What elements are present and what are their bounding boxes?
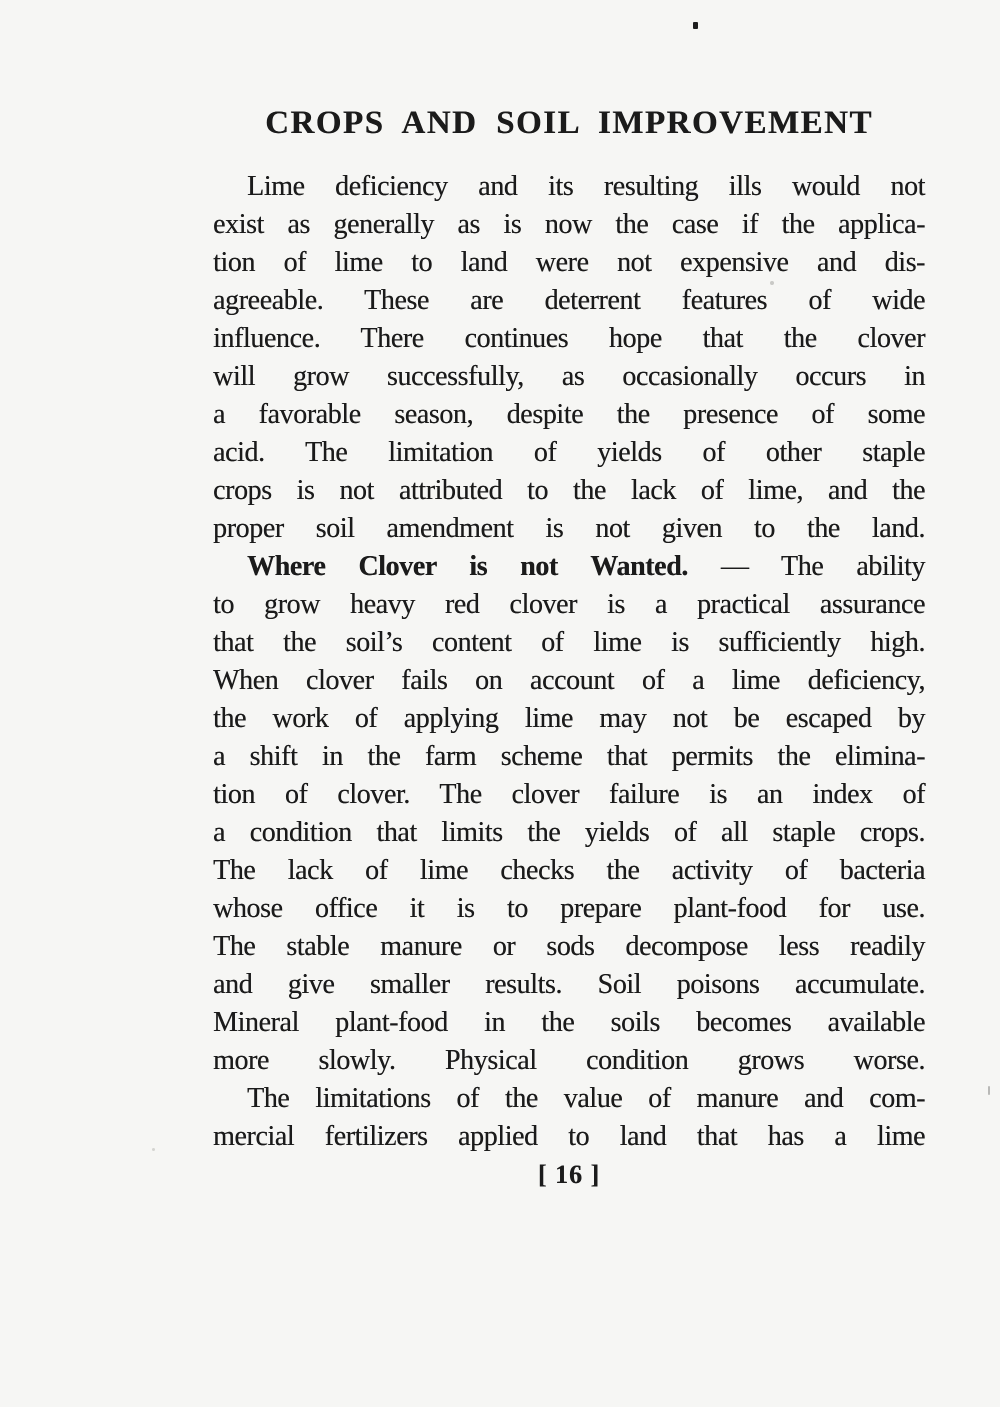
text-line — [213, 510, 925, 548]
text-run: The limitations of the value of manure and com- — [247, 1083, 925, 1114]
text-run: The lack of lime checks the activity of bacteria — [213, 855, 925, 886]
text-line — [213, 814, 925, 852]
text-line — [213, 890, 925, 928]
text-run: more slowly. Physical condition grows worse. — [213, 1045, 925, 1076]
text-run: influence. There continues hope that the clover — [213, 323, 925, 354]
text-run: a shift in the farm scheme that permits the elimina- — [213, 741, 925, 772]
text-line — [213, 776, 925, 814]
text-line — [213, 1118, 925, 1156]
text-line — [213, 244, 925, 282]
text-run: The stable manure or sods decompose less readily — [213, 931, 925, 962]
text-line — [213, 966, 925, 1004]
ink-speck — [693, 22, 698, 29]
text-run: Lime deficiency and its resulting ills would not — [247, 171, 925, 202]
text-run: agreeable. These are deterrent features of wide — [213, 285, 925, 316]
ink-speck — [152, 1148, 155, 1151]
text-line — [213, 434, 925, 472]
text-run: the work of applying lime may not be escaped by — [213, 703, 925, 734]
text-run: a condition that limits the yields of all staple crops. — [213, 817, 925, 848]
ink-speck — [770, 281, 774, 285]
text-line — [213, 624, 925, 662]
section-lead-bold: Where Clover is not Wanted. — [247, 551, 688, 582]
text-line — [213, 358, 925, 396]
text-run: When clover fails on account of a lime deficiency, — [213, 665, 925, 696]
text-line — [213, 548, 925, 586]
text-line — [213, 282, 925, 320]
text-run: a favorable season, despite the presence of some — [213, 399, 925, 430]
text-line — [213, 662, 925, 700]
text-run: — The ability — [687, 551, 925, 582]
text-line — [213, 928, 925, 966]
text-line — [213, 738, 925, 776]
page-title: CROPS AND SOIL IMPROVEMENT — [265, 105, 873, 141]
text-run: whose office it is to prepare plant-food for use. — [213, 893, 925, 924]
text-line — [213, 852, 925, 890]
text-run: to grow heavy red clover is a practical assurance — [213, 589, 925, 620]
text-line — [213, 396, 925, 434]
text-line — [213, 586, 925, 624]
text-line — [213, 320, 925, 358]
text-line — [213, 1080, 925, 1118]
text-run: acid. The limitation of yields of other staple — [213, 437, 925, 468]
text-line — [213, 700, 925, 738]
text-run: and give smaller results. Soil poisons accumulate. — [213, 969, 925, 1000]
text-run: proper soil amendment is not given to the land. — [213, 513, 925, 544]
text-run: tion of clover. The clover failure is an index of — [213, 779, 925, 810]
text-run: Mineral plant-food in the soils becomes available — [213, 1007, 925, 1038]
text-line — [213, 168, 925, 206]
text-line — [213, 1004, 925, 1042]
text-run: will grow successfully, as occasionally occurs in — [213, 361, 925, 392]
text-line — [213, 206, 925, 244]
text-run: mercial fertilizers applied to land that has a lime — [213, 1121, 925, 1152]
text-run: tion of lime to land were not expensive and dis- — [213, 247, 925, 278]
text-run: that the soil’s content of lime is sufficiently high. — [213, 627, 925, 658]
text-body — [213, 168, 925, 1156]
text-run: exist as generally as is now the case if the applica- — [213, 209, 925, 240]
ink-speck — [988, 1086, 990, 1095]
page-number: [ 16 ] — [537, 1160, 601, 1189]
text-line — [213, 472, 925, 510]
text-run: crops is not attributed to the lack of lime, and the — [213, 475, 925, 506]
text-line — [213, 1042, 925, 1080]
